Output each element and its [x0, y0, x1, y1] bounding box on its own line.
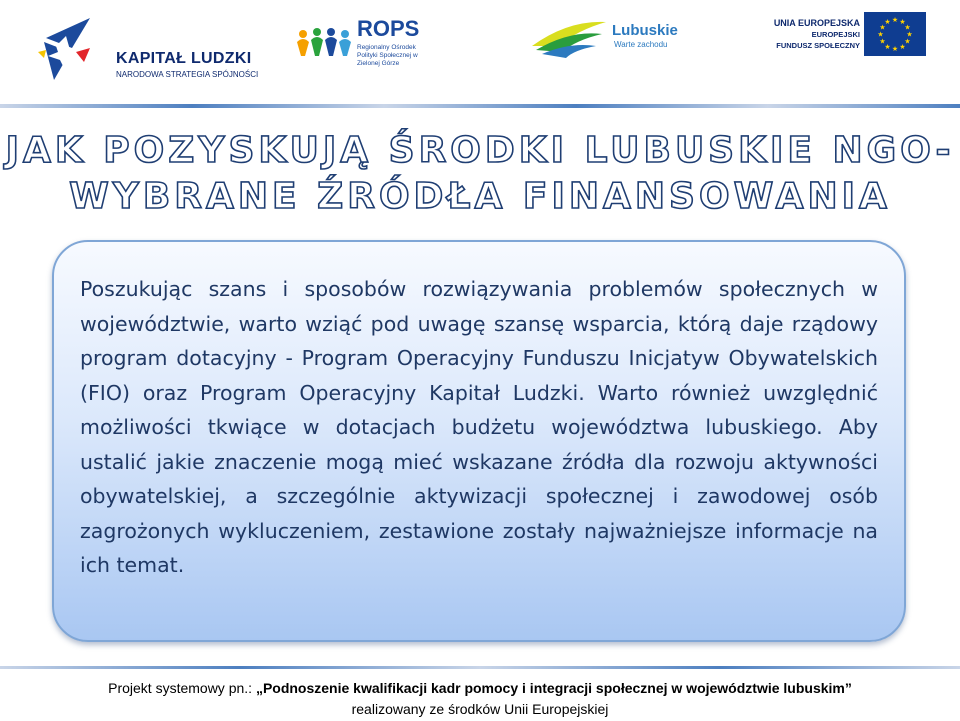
body-paragraph: Poszukując szans i sposobów rozwiązywania problemów społecznych w województwie, warto wziąć pod uwagę szansę wsparcia, którą daje rządowy program dotacyjny - Program Operacyjny Funduszu Inicjatyw Obywatelskich (FIO) oraz Program Operacyjny Kapitał Ludzki. Warto również uwzględnić możliwości tkwiące w dotacjach budżetu województwa lubuskiego. Aby ustalić jakie znaczenie mogą mieć wskazane źródła dla rozwoju aktywności obywatelskiej, a szczególnie aktywizacji społecznej i zawodowej osób zagrożonych wykluczeniem, zestawione zostały najważniejsze informacje na ich temat.: [80, 277, 878, 577]
eu-text: [752, 18, 860, 51]
footer-line-1: [0, 678, 960, 699]
lubuskie-title: Lubuskie: [612, 22, 678, 39]
eu-flag-icon: [864, 12, 926, 56]
lubuskie-logo: [528, 14, 698, 64]
svg-text:★: ★: [877, 30, 884, 39]
page-title: [0, 128, 960, 220]
svg-text:★: ★: [904, 37, 911, 46]
footer-prefix: Projekt systemowy pn.:: [108, 680, 256, 696]
svg-text:★: ★: [879, 37, 886, 46]
rops-title: ROPS: [357, 16, 420, 41]
kapital-ludzki-logo: [28, 14, 259, 86]
footer-divider: [0, 666, 960, 669]
logo-bar: [0, 0, 960, 100]
rops-logo: [295, 16, 425, 76]
eu-line3: FUNDUSZ SPOŁECZNY: [776, 41, 860, 50]
header-divider: [0, 104, 960, 108]
lubuskie-wing-icon: [528, 16, 608, 60]
title-line-1: JAK POZYSKUJĄ ŚRODKI LUBUSKIE NGO-: [5, 130, 955, 171]
svg-text:★: ★: [891, 16, 899, 24]
kapital-ludzki-subtitle: NARODOWA STRATEGIA SPÓJNOŚCI: [116, 70, 259, 79]
kapital-ludzki-title: KAPITAŁ LUDZKI: [116, 50, 252, 67]
svg-text:★: ★: [904, 23, 911, 32]
eu-line1: UNIA EUROPEJSKA: [773, 18, 860, 28]
kapital-ludzki-star-icon: [36, 18, 90, 84]
lubuskie-subtitle: Warte zachodu: [614, 40, 668, 49]
svg-text:★: ★: [891, 45, 899, 53]
footer-project-name: „Podnoszenie kwalifikacji kadr pomocy i integracji społecznej w województwie lubuskim”: [255, 680, 852, 696]
footer-line-2: realizowany ze środków Unii Europejskiej: [351, 701, 609, 717]
rops-people-icon: [295, 26, 353, 60]
rops-subtitle: Regionalny Ośrodek Polityki Społecznej w Zielonej Górze: [357, 44, 418, 67]
svg-text:★: ★: [884, 43, 891, 51]
footer: [0, 678, 960, 720]
svg-text:★: ★: [899, 43, 906, 51]
title-line-2: WYBRANE ŹRÓDŁA FINANSOWANIA: [69, 176, 891, 217]
eu-line2: EUROPEJSKI: [811, 30, 860, 39]
svg-text:★: ★: [884, 18, 891, 26]
svg-text:★: ★: [899, 18, 906, 26]
content-panel: [52, 240, 906, 642]
svg-text:★: ★: [879, 23, 886, 32]
svg-text:★: ★: [906, 30, 913, 39]
eu-logo: [740, 0, 940, 72]
